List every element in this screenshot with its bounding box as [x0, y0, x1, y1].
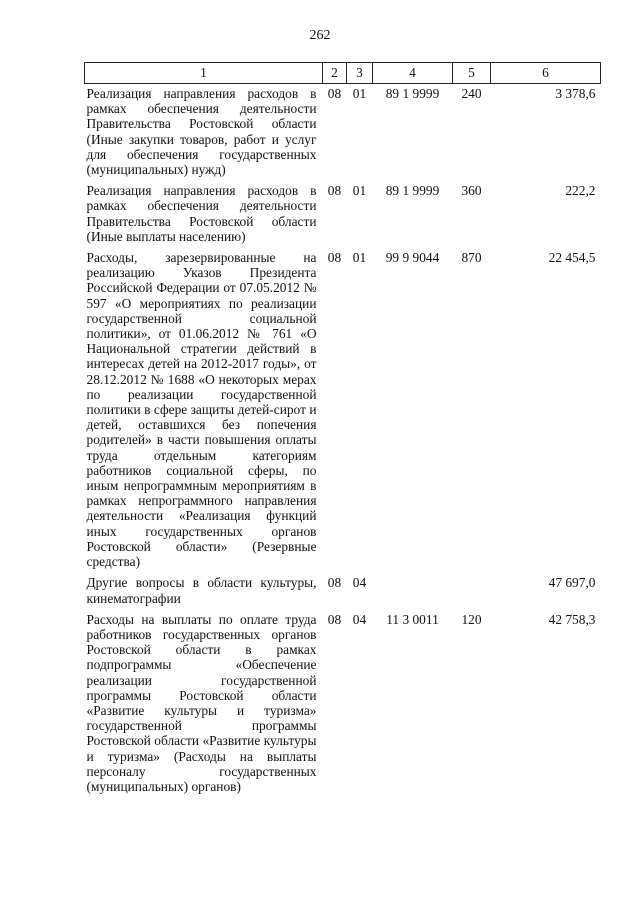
table-row [85, 248, 601, 573]
header-col-3: 3 [347, 63, 373, 84]
row-name: Реализация направления расходов в рамках обеспечения деятельности Правительства Ростовской области (Иные выплаты населению) [86, 183, 317, 244]
row-subsection: 01 [352, 86, 367, 101]
row-section: 08 [327, 86, 342, 101]
row-target-article: 99 9 9044 [385, 250, 440, 266]
row-expense-type: 870 [461, 250, 482, 266]
header-row [85, 63, 601, 84]
row-section: 08 [327, 250, 342, 266]
row-subsection: 04 [352, 611, 367, 627]
row-amount: 47 697,0 [548, 575, 596, 591]
row-subsection: 01 [352, 250, 367, 266]
row-name: Расходы, зарезервированные на реализацию Указов Президента Российской Федерации от 07.05.2012 № 597 «О мероприятиях по реализации государственной социальной политики», от 01.06.2012 № 761 «О Национальной стратегии действий в интересах детей на 2012-2017 годы», от 28.12.2012 № 1688 «О некоторых мерах по реализации государственной политики в сфере защиты детей-сирот и детей, оставшихся без попечения родителей» в части повышения оплаты труда отдельным категориям работников социальной сферы, по иным непрограммным мероприятиям в рамках непрограммного направления деятельности «Реализация функций иных государственных органов Ростовской области» (Резервные средства) [86, 250, 317, 570]
row-name: Другие вопросы в области культуры, кинематографии [86, 575, 317, 606]
row-expense-type: 240 [461, 86, 482, 101]
row-name: Расходы на выплаты по оплате труда работников государственных органов Ростовской области в рамках подпрограммы «Обеспечение реализации государственной программы Ростовской области «Развитие культуры и туризма» государственной программы Ростовской области «Развитие культуры и туризма» (Расходы на выплаты персоналу государственных (муниципальных) органов) [86, 611, 317, 794]
row-target-article: 89 1 9999 [385, 86, 440, 101]
row-target-article: 89 1 9999 [385, 183, 440, 199]
row-section: 08 [327, 611, 342, 627]
row-section: 08 [327, 183, 342, 199]
header-col-6: 6 [491, 63, 601, 84]
table-row [85, 610, 601, 798]
row-expense-type [453, 573, 491, 609]
row-amount: 3 378,6 [555, 86, 596, 101]
table-row [85, 573, 601, 609]
header-col-5: 5 [453, 63, 491, 84]
row-target-article [373, 573, 453, 609]
table-row [85, 181, 601, 248]
header-col-2: 2 [323, 63, 347, 84]
row-section: 08 [327, 575, 342, 591]
row-amount: 222,2 [565, 183, 596, 199]
row-subsection: 04 [352, 575, 367, 591]
budget-table [84, 62, 601, 798]
header-col-1: 1 [85, 63, 323, 84]
row-amount: 42 758,3 [548, 611, 596, 627]
row-expense-type: 360 [461, 183, 482, 199]
row-subsection: 01 [352, 183, 367, 199]
row-amount: 22 454,5 [548, 250, 596, 266]
page-number: 262 [309, 28, 331, 43]
header-col-4: 4 [373, 63, 453, 84]
table-row [85, 84, 601, 182]
row-target-article: 11 3 0011 [386, 611, 439, 627]
row-expense-type: 120 [461, 611, 482, 627]
row-name: Реализация направления расходов в рамках обеспечения деятельности Правительства Ростовской области (Иные закупки товаров, работ и услуг для обеспечения государственных (муниципальных) нужд) [86, 86, 317, 178]
